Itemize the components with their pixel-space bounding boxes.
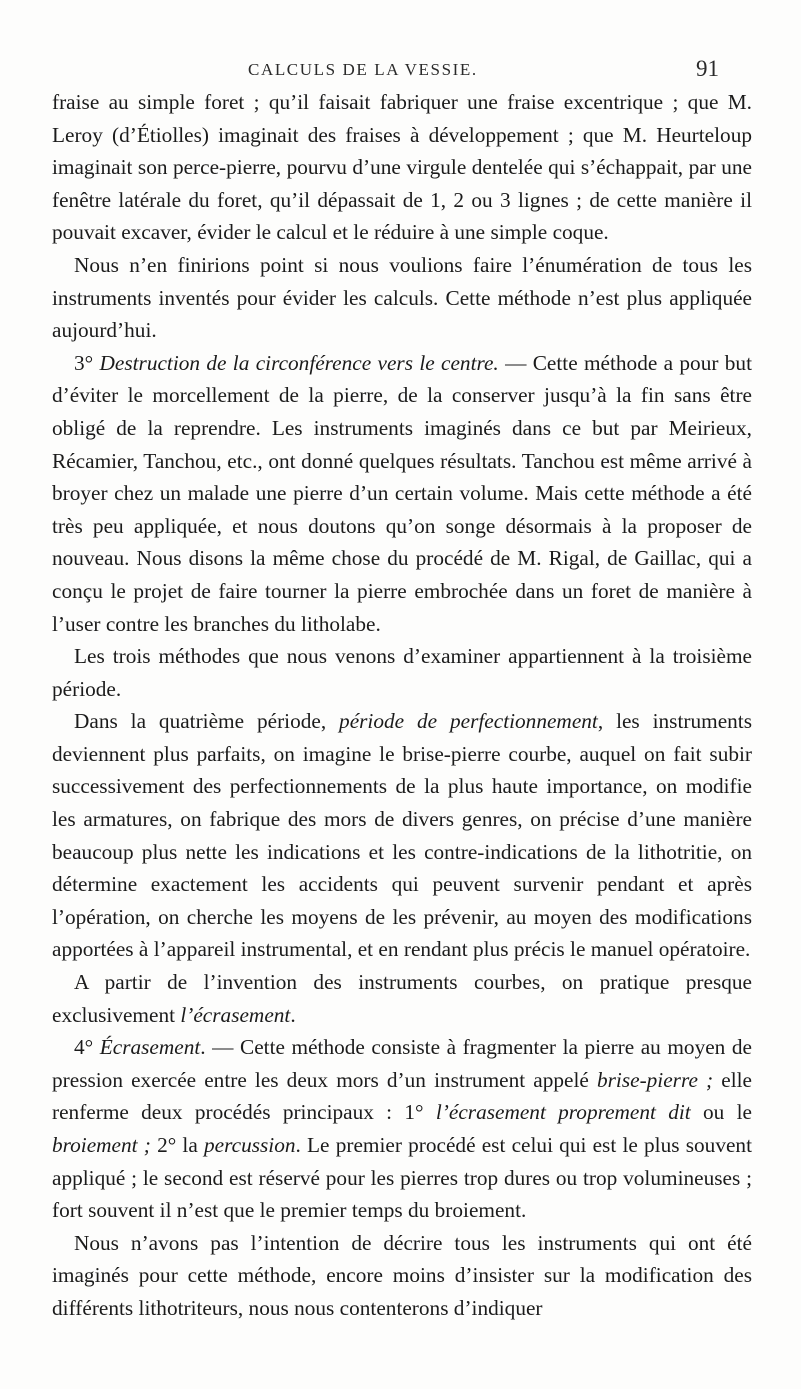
paragraph-3-text: — Cette méthode a pour but d’éviter le morcellement de la pierre, de la conserver jusqu’à la fin sans être obligé de la reprendre. Les instruments imaginés dans ce but par Meirieux, Récamier, Tanchou, etc., ont donné quelques résultats. Tanchou est même arrivé à broyer chez un malade une pierre d’un certain volume. Mais cette méthode a été très peu appliquée, et nous doutons qu’on songe désormais à la proposer de nouveau. Nous disons la même chose du procédé de M. Rigal, de Gaillac, qui a conçu le projet de faire tourner la pierre embrochée dans un foret de manière à l’user contre les branches du litholabe. [52, 350, 752, 636]
term-broiement: broiement ; [52, 1133, 151, 1157]
paragraph-5-b: , les instruments deviennent plus parfaits, on imagine le brise-pierre courbe, auquel on fait subir successivement des perfectionnements de la plus haute importance, on modifie les armatures, on fabrique des mors de divers genres, on précise d’une manière beaucoup plus nette les indications et les contre-indications de la lithotritie, on détermine exactement les accidents qui peuvent survenir pendant et après l’opération, on cherche les moyens de les prévenir, au moyen des modifications apportées à l’appareil instrumental, et en rendant plus précis le manuel opératoire. [52, 709, 752, 962]
body-text [52, 86, 752, 1325]
paragraph-3 [52, 347, 752, 640]
paragraph-7-c: ou le [690, 1100, 752, 1125]
paragraph-7-d: 2° la [150, 1133, 205, 1157]
paragraph-6-b: . [290, 1002, 296, 1027]
page-number: 91 [696, 56, 719, 81]
section-number-4: 4° [74, 1035, 100, 1060]
period-name: période de perfectionnement [339, 709, 598, 734]
page-header [0, 52, 801, 82]
paragraph-7-b: elle renferme deux procédés principaux : 1° [52, 1067, 752, 1125]
term-ecrasement-proprement-dit: l’écrasement proprement dit [435, 1100, 691, 1125]
section-title-destruction: Destruction de la circonférence vers le centre. [99, 350, 499, 375]
section-title-ecrasement: Écrasement [99, 1035, 201, 1060]
paragraph-6 [52, 966, 752, 1031]
running-title: CALCULS DE LA VESSIE. [248, 60, 478, 79]
paragraph-6-a: A partir de l’invention des instruments courbes, on pratique presque exclusivement [52, 970, 752, 1027]
paragraph-5 [52, 705, 752, 966]
paragraph-2: Nous n’en finirions point si nous voulions faire l’énumération de tous les instruments inventés pour évider les calculs. Cette méthode n’est plus appliquée aujourd’hui. [52, 252, 752, 343]
paragraph-5-a: Dans la quatrième période, [74, 709, 340, 734]
term-percussion: percussion [204, 1133, 296, 1157]
section-number-3: 3° [74, 350, 100, 375]
term-ecrasement: l’écrasement [180, 1002, 291, 1027]
paragraph-7-a: . — Cette méthode consiste à fragmenter la pierre au moyen de pression exercée entre les deux mors d’un instrument appelé [52, 1035, 752, 1092]
paragraph-4: Les trois méthodes que nous venons d’examiner appartiennent à la troisième période. [52, 644, 752, 701]
paragraph-7-e: . Le premier procédé est celui qui est le plus souvent appliqué ; le second est réservé pour les pierres trop dures ou trop volumineuses ; fort souvent il n’est que le premier temps du broiement. [52, 1133, 752, 1223]
paragraph-8: Nous n’avons pas l’intention de décrire tous les instruments qui ont été imaginés pour cette méthode, encore moins d’insister sur la modification des différents lithotriteurs, nous nous contenterons d’indiquer [52, 1230, 752, 1320]
paragraph-7 [52, 1031, 752, 1227]
paragraph-1: fraise au simple foret ; qu’il faisait fabriquer une fraise excentrique ; que M. Leroy (d’Étiolles) imaginait des fraises à développement ; que M. Heurteloup imaginait son perce-pierre, pourvu d’une virgule dentelée qui s’échappait, par une fenêtre latérale du foret, qu’il dépassait de 1, 2 ou 3 lignes ; de cette manière il pouvait excaver, évider le calcul et le réduire à une simple coque. [52, 90, 752, 245]
term-brise-pierre: brise-pierre ; [596, 1067, 714, 1092]
